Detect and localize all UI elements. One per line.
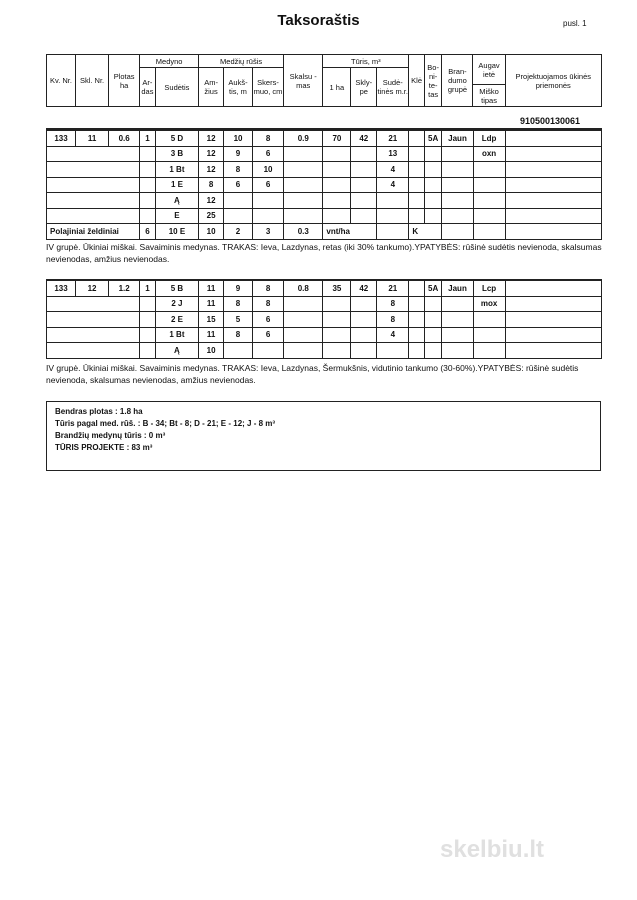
- table-cell: [140, 327, 156, 343]
- table-cell: [505, 296, 601, 312]
- table-cell: [424, 177, 442, 193]
- table-cell: [47, 208, 140, 224]
- table-cell: [323, 162, 351, 178]
- table-cell: [505, 343, 601, 359]
- table-cell: Ą: [155, 343, 198, 359]
- table-cell: [253, 343, 284, 359]
- col-kl: Klė: [409, 55, 425, 107]
- table-cell: [140, 162, 156, 178]
- col-ardas: Ar- das: [140, 68, 156, 107]
- table-cell: [284, 146, 323, 162]
- table-row: [47, 343, 602, 359]
- col-sudetis: Sudėtis: [155, 68, 198, 107]
- col-turis-1ha: 1 ha: [323, 68, 351, 107]
- table-cell: [505, 193, 601, 209]
- table-row: [47, 208, 602, 224]
- table-cell: oxn: [473, 146, 505, 162]
- stand-description-1: IV grupė. Ūkiniai miškai. Savaiminis medynas. TRAKAS: Ieva, Lazdynas, retas (iki 30% tankumo).YPATYBĖS: rūšinė sudėtis nevienoda, skalsumas nevienodas, amžius nevienodas.: [46, 242, 602, 264]
- table-cell: [284, 177, 323, 193]
- table-cell: [409, 177, 425, 193]
- table-cell: 8: [224, 296, 253, 312]
- polajiniai-ardas: 6: [140, 224, 156, 240]
- cell: [442, 224, 473, 240]
- table-cell: [424, 312, 442, 328]
- col-medyno: Medyno: [140, 55, 199, 68]
- table-cell: 9: [224, 281, 253, 297]
- table-cell: 6: [253, 177, 284, 193]
- col-sudetines: Sudė- tinės m.r.: [377, 68, 409, 107]
- table-cell: [253, 193, 284, 209]
- table-cell: [505, 131, 601, 147]
- table-cell: [424, 193, 442, 209]
- table-cell: Lcp: [473, 281, 505, 297]
- table-cell: [442, 343, 473, 359]
- table-cell: [424, 208, 442, 224]
- table-cell: 6: [224, 177, 253, 193]
- table-cell: 4: [377, 327, 409, 343]
- table-cell: [323, 296, 351, 312]
- table-cell: 21: [377, 131, 409, 147]
- table-row: [47, 177, 602, 193]
- table-cell: [409, 312, 425, 328]
- table-cell: [323, 343, 351, 359]
- table-cell: 11: [199, 296, 224, 312]
- table-cell: [140, 343, 156, 359]
- table-cell: 1: [140, 281, 156, 297]
- table-cell: [284, 208, 323, 224]
- table-cell: [473, 208, 505, 224]
- table-cell: [284, 296, 323, 312]
- col-amzius: Am- žius: [199, 68, 224, 107]
- table-cell: [284, 312, 323, 328]
- table-cell: [351, 193, 377, 209]
- table-cell: 10: [199, 343, 224, 359]
- table-cell: [442, 296, 473, 312]
- table-cell: [323, 177, 351, 193]
- summary-mature-volume: Brandžių medynų tūris : 0 m³: [55, 431, 166, 440]
- stand-description-2: IV grupė. Ūkiniai miškai. Savaiminis medynas. TRAKAS: Ieva, Lazdynas, Šermukšnis, vidutinio tankumo (30-60%).YPATYBĖS: rūšinė sudėtis nevienoda, skalsumas nevienodas, amžius nevienodas.: [46, 363, 579, 385]
- table-cell: mox: [473, 296, 505, 312]
- table-cell: [473, 193, 505, 209]
- table-cell: [351, 177, 377, 193]
- table-cell: 13: [377, 146, 409, 162]
- table-cell: 11: [75, 131, 108, 147]
- table-cell: 0.9: [284, 131, 323, 147]
- table-cell: 5: [224, 312, 253, 328]
- table-cell: Jaun: [442, 281, 473, 297]
- table-cell: 8: [253, 281, 284, 297]
- table-cell: [140, 296, 156, 312]
- table-cell: [47, 193, 140, 209]
- table-cell: [409, 327, 425, 343]
- table-cell: 15: [199, 312, 224, 328]
- table-cell: [424, 146, 442, 162]
- table-cell: 1 Bt: [155, 327, 198, 343]
- table-cell: [140, 193, 156, 209]
- polajiniai-amzius: 10: [199, 224, 224, 240]
- table-cell: 6: [253, 146, 284, 162]
- table-cell: [323, 312, 351, 328]
- table-cell: [351, 208, 377, 224]
- col-turis: Tūris, m³: [323, 55, 409, 68]
- table-cell: 133: [47, 281, 76, 297]
- polajiniai-skersmuo: 3: [253, 224, 284, 240]
- table-cell: 133: [47, 131, 76, 147]
- col-misko-tipas: Miško tipas: [473, 85, 505, 107]
- table-cell: 12: [199, 131, 224, 147]
- table-cell: [323, 208, 351, 224]
- cell: [473, 224, 505, 240]
- table-cell: [284, 343, 323, 359]
- table-cell: [140, 208, 156, 224]
- table-cell: 10: [224, 131, 253, 147]
- table-cell: [47, 343, 140, 359]
- table-cell: 8: [224, 162, 253, 178]
- table-cell: 8: [199, 177, 224, 193]
- table-cell: [505, 312, 601, 328]
- table-cell: 12: [75, 281, 108, 297]
- col-brandumo: Bran- dumo grupė: [442, 55, 473, 107]
- table-cell: [442, 327, 473, 343]
- col-medziu-rusis: Medžių rūšis: [199, 55, 284, 68]
- table-cell: 10: [253, 162, 284, 178]
- table-cell: [505, 146, 601, 162]
- table-cell: 0.8: [284, 281, 323, 297]
- summary-box: [46, 401, 601, 471]
- table-cell: 12: [199, 193, 224, 209]
- table-cell: [424, 162, 442, 178]
- table-cell: [377, 343, 409, 359]
- table-cell: 1.2: [109, 281, 140, 297]
- polajiniai-k: K: [409, 224, 442, 240]
- table-cell: 11: [199, 327, 224, 343]
- table-cell: [47, 312, 140, 328]
- table-cell: [473, 162, 505, 178]
- table-cell: [224, 343, 253, 359]
- table-cell: 4: [377, 177, 409, 193]
- table-cell: [140, 146, 156, 162]
- summary-volume-by-species: Tūris pagal med. rūš. : B - 34; Bt - 8; D - 21; E - 12; J - 8 m³: [55, 419, 276, 428]
- table-cell: 1 Bt: [155, 162, 198, 178]
- table-cell: [409, 131, 425, 147]
- table-cell: [47, 296, 140, 312]
- stand-table-1: [46, 130, 602, 240]
- table-cell: [140, 177, 156, 193]
- table-cell: 5 B: [155, 281, 198, 297]
- table-cell: [505, 281, 601, 297]
- table-cell: [351, 146, 377, 162]
- table-cell: [424, 343, 442, 359]
- table-cell: 1 E: [155, 177, 198, 193]
- col-aukstis: Aukš- tis, m: [223, 68, 252, 107]
- summary-area: Bendras plotas : 1.8 ha: [55, 407, 143, 416]
- table-cell: [224, 208, 253, 224]
- col-sklype: Skly- pe: [351, 68, 377, 107]
- col-plotas: Plotas ha: [109, 55, 140, 107]
- table-cell: [409, 296, 425, 312]
- table-cell: 42: [351, 281, 377, 297]
- table-cell: [409, 281, 425, 297]
- table-cell: 8: [377, 296, 409, 312]
- table-cell: 8: [253, 296, 284, 312]
- table-cell: [224, 193, 253, 209]
- table-cell: [442, 177, 473, 193]
- table-cell: [409, 162, 425, 178]
- table-cell: [409, 193, 425, 209]
- table-cell: 8: [253, 131, 284, 147]
- table-cell: [473, 312, 505, 328]
- table-cell: [323, 327, 351, 343]
- polajiniai-skalsumas: 0.3: [284, 224, 323, 240]
- table-cell: [409, 343, 425, 359]
- col-augaviete: Augav ietė: [473, 55, 505, 85]
- polajiniai-label: Polajiniai želdiniai: [47, 224, 140, 240]
- table-cell: [47, 177, 140, 193]
- table-cell: [409, 146, 425, 162]
- table-cell: [473, 343, 505, 359]
- table-cell: [377, 193, 409, 209]
- table-cell: 12: [199, 162, 224, 178]
- table-row: [47, 131, 602, 147]
- table-cell: [351, 327, 377, 343]
- table-cell: 21: [377, 281, 409, 297]
- table-cell: [442, 312, 473, 328]
- table-cell: 8: [377, 312, 409, 328]
- table-cell: [47, 162, 140, 178]
- table-cell: 5A: [424, 281, 442, 297]
- table-cell: Ldp: [473, 131, 505, 147]
- table-cell: [505, 327, 601, 343]
- table-cell: [323, 193, 351, 209]
- col-priemones: Projektuojamos ūkinės priemonės: [505, 55, 601, 107]
- table-cell: [505, 162, 601, 178]
- table-row: [47, 312, 602, 328]
- col-skl: Skl. Nr.: [75, 55, 108, 107]
- table-cell: [442, 208, 473, 224]
- table-cell: 5 D: [155, 131, 198, 147]
- table-cell: [473, 327, 505, 343]
- table-cell: [284, 162, 323, 178]
- table-cell: [351, 343, 377, 359]
- table-row: [47, 327, 602, 343]
- stand-table-2: [46, 280, 602, 359]
- table-cell: [505, 208, 601, 224]
- table-cell: Jaun: [442, 131, 473, 147]
- cell: [377, 224, 409, 240]
- col-bonitetas: Bo- ni- te- tas: [424, 55, 442, 107]
- table-row: [47, 296, 602, 312]
- col-skalsumas: Skalsu - mas: [284, 55, 323, 107]
- table-cell: [424, 296, 442, 312]
- table-cell: E: [155, 208, 198, 224]
- table-cell: 8: [224, 327, 253, 343]
- table-cell: [409, 208, 425, 224]
- page-number: pusl. 1: [563, 19, 587, 28]
- table-cell: 1: [140, 131, 156, 147]
- table-cell: 2 E: [155, 312, 198, 328]
- table-cell: [424, 327, 442, 343]
- table-cell: [253, 208, 284, 224]
- polajiniai-unit: vnt/ha: [323, 224, 377, 240]
- col-skersmuo: Skers- muo, cm: [252, 68, 283, 107]
- cell: [505, 224, 601, 240]
- table-cell: 12: [199, 146, 224, 162]
- table-cell: Ą: [155, 193, 198, 209]
- watermark-logo: skelbiu.lt: [440, 836, 545, 863]
- table-cell: [47, 146, 140, 162]
- table-cell: [442, 193, 473, 209]
- table-cell: [351, 296, 377, 312]
- table-row: [47, 281, 602, 297]
- table-cell: 70: [323, 131, 351, 147]
- table-cell: 2 J: [155, 296, 198, 312]
- table-cell: 35: [323, 281, 351, 297]
- table-row: [47, 193, 602, 209]
- table-cell: [284, 327, 323, 343]
- polajiniai-aukstis: 2: [224, 224, 253, 240]
- table-cell: 4: [377, 162, 409, 178]
- table-cell: [505, 177, 601, 193]
- col-kv: Kv. Nr.: [47, 55, 76, 107]
- table-cell: [140, 312, 156, 328]
- table-cell: [284, 193, 323, 209]
- table-cell: [351, 312, 377, 328]
- stand-code: 910500130061: [520, 116, 581, 126]
- table-cell: 3 B: [155, 146, 198, 162]
- table-cell: [442, 146, 473, 162]
- page-title: Taksoraštis: [277, 12, 360, 29]
- table-cell: [473, 177, 505, 193]
- table-cell: [323, 146, 351, 162]
- table-cell: 25: [199, 208, 224, 224]
- table-cell: [442, 162, 473, 178]
- table-cell: 0.6: [109, 131, 140, 147]
- table-cell: 6: [253, 312, 284, 328]
- table-cell: 42: [351, 131, 377, 147]
- header-table: [46, 54, 602, 107]
- table-row: [47, 146, 602, 162]
- table-cell: [377, 208, 409, 224]
- table-cell: [47, 327, 140, 343]
- table-row: [47, 162, 602, 178]
- summary-project-volume: TŪRIS PROJEKTE : 83 m³: [55, 443, 153, 452]
- table-cell: 5A: [424, 131, 442, 147]
- table-cell: 9: [224, 146, 253, 162]
- table-cell: [351, 162, 377, 178]
- table-cell: 11: [199, 281, 224, 297]
- polajiniai-sudetis: 10 E: [155, 224, 198, 240]
- table-cell: 6: [253, 327, 284, 343]
